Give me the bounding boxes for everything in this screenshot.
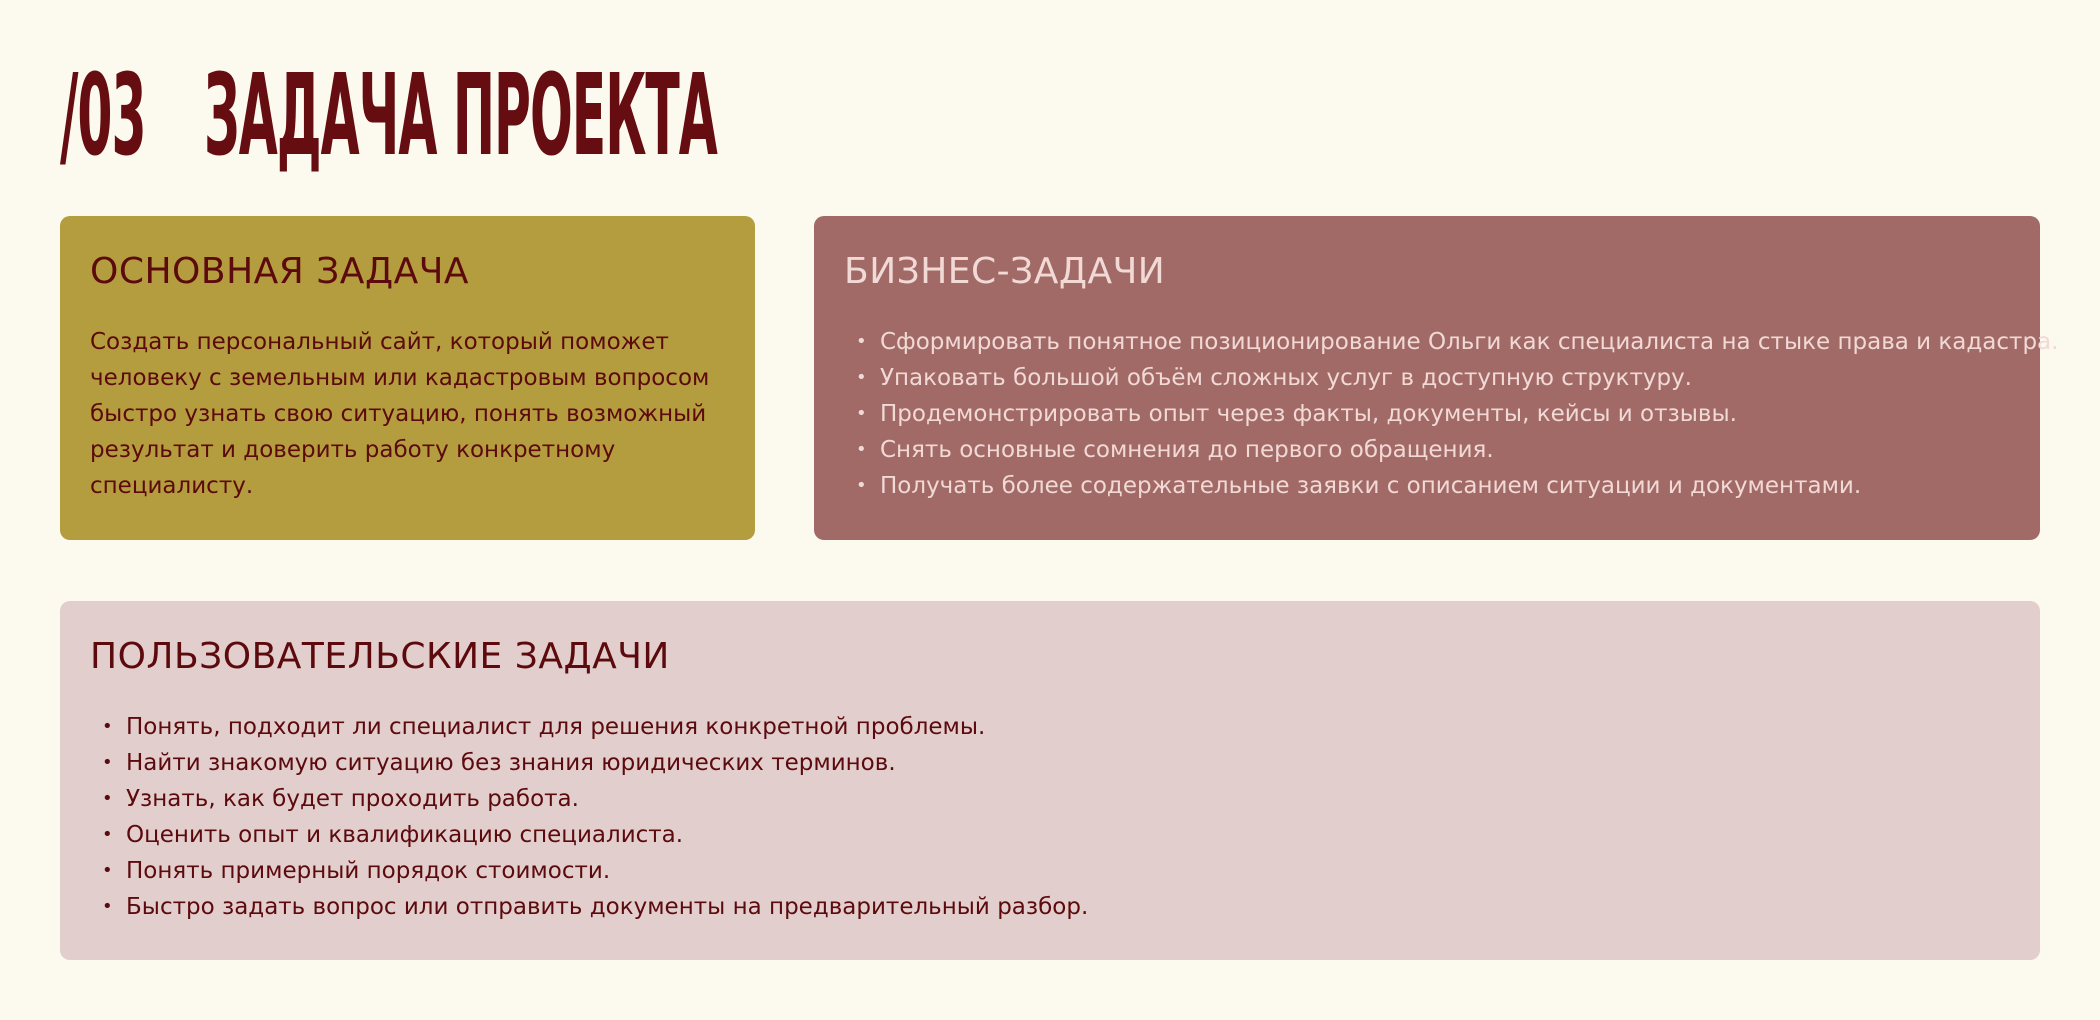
user-tasks-title: ПОЛЬЗОВАТЕЛЬСКИЕ ЗАДАЧИ — [90, 636, 670, 677]
list-item: • Получать более содержательные заявки с описанием ситуации и документами. — [844, 468, 2058, 504]
main-task-text — [90, 324, 709, 504]
list-item: • Найти знакомую ситуацию без знания юридических терминов. — [90, 745, 1088, 781]
main-task-line: человеку с земельным или кадастровым вопросом — [90, 365, 710, 391]
page-title: ЗАДАЧА ПРОЕКТА — [204, 51, 717, 181]
list-item: • Быстро задать вопрос или отправить документы на предварительный разбор. — [90, 889, 1088, 925]
list-item: • Понять примерный порядок стоимости. — [90, 853, 1088, 889]
main-task-line: быстро узнать свою ситуацию, понять возможный — [90, 401, 707, 427]
list-item: • Продемонстрировать опыт через факты, документы, кейсы и отзывы. — [844, 396, 2058, 432]
user-tasks-card — [60, 601, 2040, 960]
list-item: • Узнать, как будет проходить работа. — [90, 781, 1088, 817]
main-task-title: ОСНОВНАЯ ЗАДАЧА — [90, 251, 469, 292]
business-tasks-title: БИЗНЕС-ЗАДАЧИ — [844, 251, 1166, 292]
main-task-line: специалисту. — [90, 473, 254, 499]
list-item: • Снять основные сомнения до первого обращения. — [844, 432, 2058, 468]
main-task-line: Создать персональный сайт, который поможет — [90, 329, 669, 355]
section-number: /03 — [60, 51, 146, 181]
main-task-line: результат и доверить работу конкретному — [90, 437, 616, 463]
list-item: • Упаковать большой объём сложных услуг в доступную структуру. — [844, 360, 2058, 396]
business-tasks-list — [844, 324, 2058, 504]
list-item: • Оценить опыт и квалификацию специалиста. — [90, 817, 1088, 853]
list-item: • Сформировать понятное позиционирование Ольги как специалиста на стыке права и кадастра. — [844, 324, 2058, 360]
user-tasks-list — [90, 709, 1088, 925]
main-task-card — [60, 216, 755, 540]
business-tasks-card — [814, 216, 2059, 540]
list-item: • Понять, подходит ли специалист для решения конкретной проблемы. — [90, 709, 1088, 745]
